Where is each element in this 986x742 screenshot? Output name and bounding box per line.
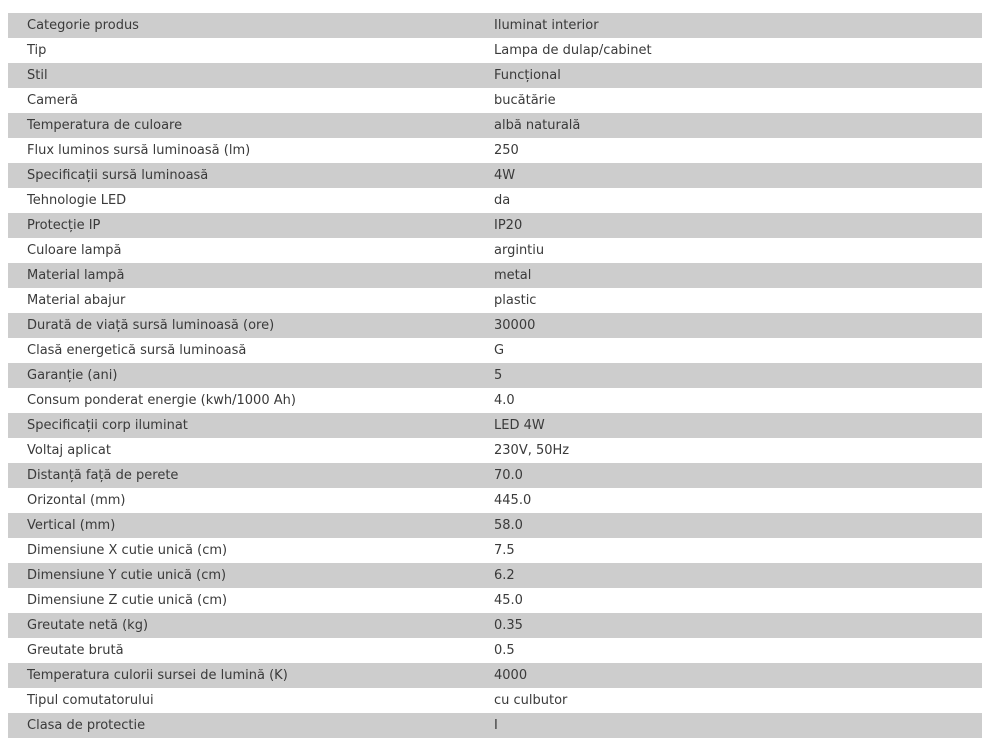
spec-value: Lampa de dulap/cabinet [475,38,982,63]
spec-row [8,513,982,538]
spec-value: 7.5 [475,538,982,563]
spec-row [8,88,982,113]
spec-row [8,38,982,63]
spec-row [8,313,982,338]
spec-row [8,163,982,188]
spec-value: IP20 [475,213,982,238]
spec-label: Durată de viață sursă luminoasă (ore) [8,313,475,338]
spec-label: Vertical (mm) [8,513,475,538]
spec-value: I [475,713,982,738]
spec-label: Dimensiune X cutie unică (cm) [8,538,475,563]
spec-row [8,388,982,413]
spec-row [8,713,982,738]
spec-row [8,138,982,163]
specifications-table-body [8,13,982,738]
spec-label: Protecție IP [8,213,475,238]
spec-row [8,413,982,438]
spec-row [8,463,982,488]
spec-label: Dimensiune Y cutie unică (cm) [8,563,475,588]
spec-label: Tipul comutatorului [8,688,475,713]
spec-label: Greutate brută [8,638,475,663]
spec-label: Tip [8,38,475,63]
spec-value: metal [475,263,982,288]
spec-value: plastic [475,288,982,313]
spec-label: Specificații corp iluminat [8,413,475,438]
spec-label: Consum ponderat energie (kwh/1000 Ah) [8,388,475,413]
spec-row [8,663,982,688]
spec-label: Distanță față de perete [8,463,475,488]
spec-label: Orizontal (mm) [8,488,475,513]
spec-row [8,688,982,713]
spec-row [8,613,982,638]
spec-label: Stil [8,63,475,88]
spec-value: 0.35 [475,613,982,638]
spec-row [8,488,982,513]
spec-value: bucătărie [475,88,982,113]
spec-label: Cameră [8,88,475,113]
spec-row [8,263,982,288]
spec-value: G [475,338,982,363]
spec-label: Garanție (ani) [8,363,475,388]
spec-row [8,213,982,238]
spec-value: 250 [475,138,982,163]
spec-value: 30000 [475,313,982,338]
spec-label: Categorie produs [8,13,475,38]
spec-value: 58.0 [475,513,982,538]
spec-row [8,188,982,213]
spec-label: Greutate netă (kg) [8,613,475,638]
spec-row [8,363,982,388]
spec-row [8,638,982,663]
spec-value: 4W [475,163,982,188]
spec-row [8,113,982,138]
spec-row [8,588,982,613]
spec-row [8,63,982,88]
spec-value: 70.0 [475,463,982,488]
spec-value: Funcțional [475,63,982,88]
spec-label: Material abajur [8,288,475,313]
spec-value: 6.2 [475,563,982,588]
spec-row [8,538,982,563]
specifications-table [8,13,982,738]
spec-label: Temperatura culorii sursei de lumină (K) [8,663,475,688]
spec-label: Tehnologie LED [8,188,475,213]
spec-value: Iluminat interior [475,13,982,38]
spec-label: Material lampă [8,263,475,288]
spec-value: 445.0 [475,488,982,513]
spec-label: Flux luminos sursă luminoasă (lm) [8,138,475,163]
spec-label: Clasa de protectie [8,713,475,738]
spec-value: 0.5 [475,638,982,663]
spec-value: da [475,188,982,213]
spec-row [8,438,982,463]
spec-value: cu culbutor [475,688,982,713]
spec-label: Dimensiune Z cutie unică (cm) [8,588,475,613]
spec-value: 230V, 50Hz [475,438,982,463]
spec-value: 45.0 [475,588,982,613]
spec-label: Specificații sursă luminoasă [8,163,475,188]
spec-row [8,238,982,263]
spec-value: LED 4W [475,413,982,438]
spec-label: Culoare lampă [8,238,475,263]
spec-value: 4000 [475,663,982,688]
spec-value: 5 [475,363,982,388]
spec-row [8,13,982,38]
spec-value: argintiu [475,238,982,263]
spec-row [8,288,982,313]
spec-label: Voltaj aplicat [8,438,475,463]
spec-label: Clasă energetică sursă luminoasă [8,338,475,363]
spec-value: 4.0 [475,388,982,413]
spec-row [8,338,982,363]
spec-row [8,563,982,588]
spec-value: albă naturală [475,113,982,138]
spec-label: Temperatura de culoare [8,113,475,138]
